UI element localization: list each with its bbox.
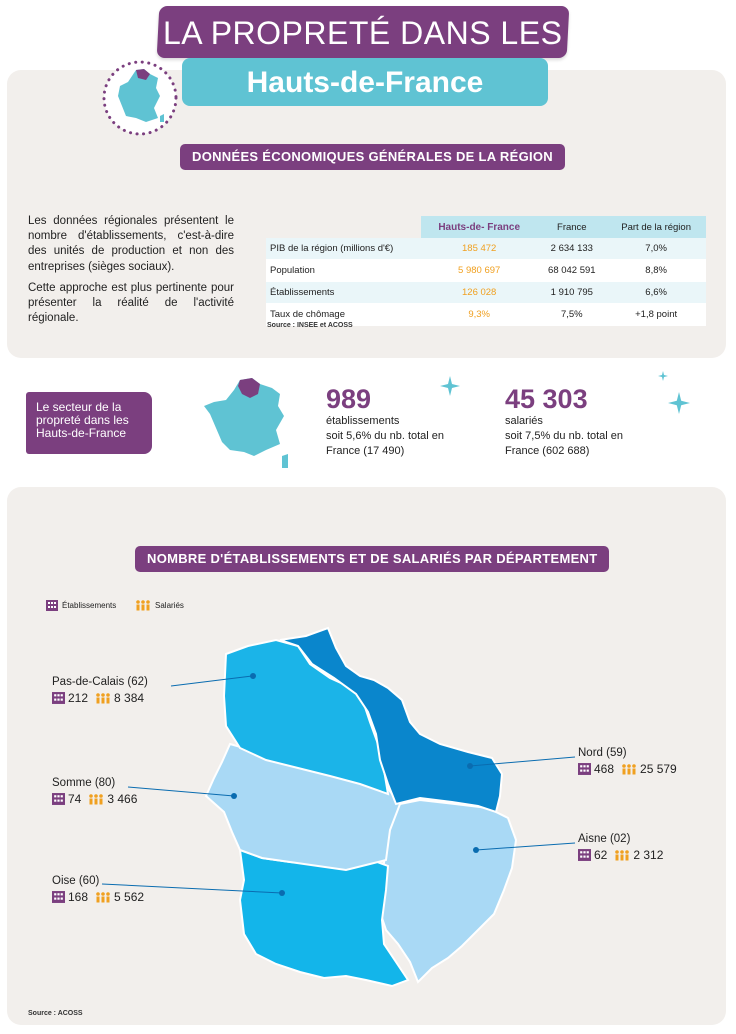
building-icon bbox=[52, 692, 65, 704]
dept-label-aisne bbox=[578, 833, 663, 862]
dept-sal: 5 562 bbox=[114, 890, 145, 904]
cell-part: 8,8% bbox=[606, 260, 706, 282]
main-title-region: Hauts-de-France bbox=[182, 58, 548, 106]
department-source: Source : ACOSS bbox=[28, 1010, 83, 1017]
dept-etab: 468 bbox=[594, 762, 615, 776]
etablissements-text bbox=[326, 414, 444, 459]
people-icon bbox=[95, 892, 111, 903]
cell-part: 6,6% bbox=[606, 282, 706, 304]
people-icon bbox=[95, 693, 111, 704]
economic-intro bbox=[28, 214, 234, 332]
dept-etab: 212 bbox=[68, 691, 89, 705]
department-section-title: NOMBRE D'ÉTABLISSEMENTS ET DE SALARIÉS PAR DÉPARTEMENT bbox=[135, 546, 609, 572]
france-map-icon bbox=[200, 372, 300, 472]
people-icon bbox=[88, 794, 104, 805]
dept-etab: 168 bbox=[68, 890, 89, 904]
economic-source: Source : INSEE et ACOSS bbox=[267, 322, 353, 329]
building-icon bbox=[46, 600, 58, 611]
table-row bbox=[266, 282, 706, 304]
cell-france: 1 910 795 bbox=[537, 282, 606, 304]
table-header-row bbox=[266, 216, 706, 238]
sparkle-icon bbox=[658, 371, 668, 381]
table-row bbox=[266, 260, 706, 282]
intro-paragraph-1: Les données régionales présentent le nombre d'établissements, c'est-à-dire des unités de production et non des entreprises (sièges sociaux). bbox=[28, 215, 234, 273]
sector-label-box: Le secteur de la propreté dans les Hauts-de-France bbox=[26, 392, 152, 454]
dept-sal: 3 466 bbox=[107, 792, 138, 806]
sal-line: soit 7,5% du nb. total en bbox=[505, 430, 624, 442]
column-header-france: France bbox=[537, 216, 606, 238]
dept-name: Pas-de-Calais (62) bbox=[52, 676, 148, 688]
legend-etablissements bbox=[46, 600, 116, 611]
people-icon bbox=[621, 764, 637, 775]
cell-part: 7,0% bbox=[606, 238, 706, 260]
etab-line: établissements bbox=[326, 415, 400, 427]
building-icon bbox=[578, 763, 591, 775]
dept-sal: 25 579 bbox=[640, 762, 677, 776]
dept-name: Oise (60) bbox=[52, 875, 100, 887]
dept-label-oise bbox=[52, 875, 144, 904]
building-icon bbox=[52, 793, 65, 805]
france-badge-icon bbox=[98, 56, 182, 140]
people-icon bbox=[614, 850, 630, 861]
table-row bbox=[266, 238, 706, 260]
sparkle-icon bbox=[440, 376, 460, 396]
cell-region: 126 028 bbox=[421, 282, 537, 304]
main-title-line1: LA PROPRETÉ DANS LES bbox=[157, 6, 570, 58]
sal-line: salariés bbox=[505, 415, 543, 427]
economic-section-title: DONNÉES ÉCONOMIQUES GÉNÉRALES DE LA RÉGION bbox=[180, 144, 565, 170]
dept-label-pas-de-calais bbox=[52, 676, 148, 705]
sparkle-icon bbox=[668, 392, 690, 414]
dept-sal: 8 384 bbox=[114, 691, 145, 705]
legend-sal-label: Salariés bbox=[155, 601, 184, 610]
building-icon bbox=[578, 849, 591, 861]
cell-region: 9,3% bbox=[421, 304, 537, 326]
dept-name: Aisne (02) bbox=[578, 833, 631, 845]
row-label: Établissements bbox=[266, 282, 421, 304]
row-label: PIB de la région (millions d'€) bbox=[266, 238, 421, 260]
dept-values bbox=[52, 890, 144, 904]
dept-sal: 2 312 bbox=[633, 848, 664, 862]
dept-values bbox=[52, 792, 137, 806]
map-oise bbox=[240, 850, 408, 986]
legend-salaries bbox=[135, 600, 184, 611]
people-icon bbox=[135, 600, 151, 611]
legend-etab-label: Établissements bbox=[62, 601, 117, 610]
dept-name: Nord (59) bbox=[578, 747, 627, 759]
economic-table bbox=[266, 216, 706, 326]
row-label: Taux de chômage bbox=[266, 304, 421, 326]
dept-name: Somme (80) bbox=[52, 777, 116, 789]
dept-etab: 74 bbox=[68, 792, 82, 806]
column-header-part: Part de la région bbox=[606, 216, 706, 238]
cell-region: 5 980 697 bbox=[421, 260, 537, 282]
intro-paragraph-2: Cette approche est plus pertinente pour présenter la réalité de l'activité régionale. bbox=[28, 281, 234, 325]
column-header-region: Hauts-de- France bbox=[421, 216, 537, 238]
etablissements-number: 989 bbox=[326, 384, 372, 414]
cell-france: 7,5% bbox=[537, 304, 606, 326]
row-label: Population bbox=[266, 260, 421, 282]
etab-line: France (17 490) bbox=[326, 445, 405, 457]
salaries-text bbox=[505, 414, 623, 459]
dept-values bbox=[52, 691, 148, 705]
map-aisne bbox=[378, 800, 516, 982]
dept-etab: 62 bbox=[594, 848, 608, 862]
dept-label-nord bbox=[578, 747, 677, 776]
salaries-number: 45 303 bbox=[505, 384, 588, 414]
etab-line: soit 5,6% du nb. total en bbox=[326, 430, 445, 442]
dept-values bbox=[578, 848, 663, 862]
table-header-blank bbox=[266, 216, 421, 238]
cell-france: 2 634 133 bbox=[537, 238, 606, 260]
building-icon bbox=[52, 891, 65, 903]
cell-france: 68 042 591 bbox=[537, 260, 606, 282]
dept-label-somme bbox=[52, 777, 137, 806]
sal-line: France (602 688) bbox=[505, 445, 590, 457]
cell-region: 185 472 bbox=[421, 238, 537, 260]
dept-values bbox=[578, 762, 677, 776]
cell-part: +1,8 point bbox=[606, 304, 706, 326]
